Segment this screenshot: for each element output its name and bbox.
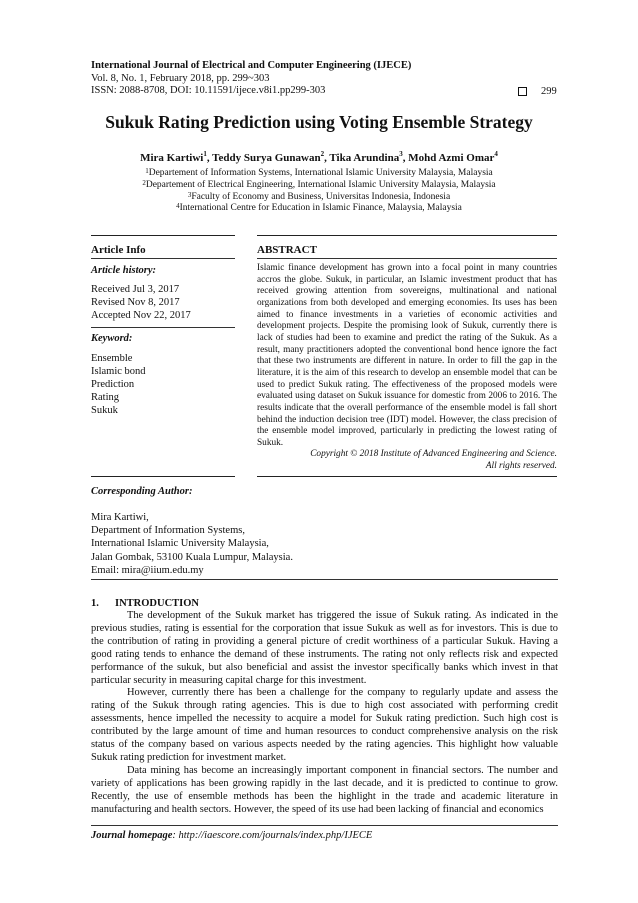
keyword-label: Keyword: — [91, 333, 133, 344]
running-header — [91, 60, 411, 98]
author-affiliation-mark: 2 — [320, 150, 325, 158]
paragraph: Data mining has become an increasingly important component in financial sectors. The number and variety of applications has been growing rapidly in the last decade, and it is predicted to continue to grow. Recently, the use of ensemble methods has been the highlight in the trade and academic literature in manufacturing and health sectors. However, the speed of its use had been lacking of financial and economics — [91, 764, 558, 815]
divider — [257, 235, 557, 236]
journal-title: International Journal of Electrical and Computer Engineering (IJECE) — [91, 60, 412, 71]
keyword-item: Sukuk — [91, 405, 118, 416]
homepage-url[interactable]: : http://iaescore.com/journals/index.php/IJECE — [172, 830, 373, 841]
copyright-notice — [257, 449, 557, 472]
corresponding-author-details — [91, 511, 293, 577]
affiliation-text: International Centre for Education in Islamic Finance, Malaysia, Malaysia — [179, 203, 462, 214]
affiliation-text: Faculty of Economy and Business, Universitas Indonesia, Indonesia — [191, 191, 451, 202]
corresponding-line: Mira Kartiwi, — [91, 512, 149, 523]
volume-line: Vol. 8, No. 1, February 2018, pp. 299~303 — [91, 72, 270, 84]
author-affiliation-mark: 4 — [494, 150, 498, 158]
section-number: 1. — [91, 598, 99, 609]
divider — [91, 235, 235, 236]
author-separator: , — [324, 152, 330, 164]
affiliation-line — [60, 192, 578, 204]
affiliation-text: Departement of Electrical Engineering, International Islamic University Malaysia, Malaysia — [145, 179, 496, 190]
corresponding-line: International Islamic University Malaysia, — [91, 538, 269, 550]
affiliation-line — [60, 168, 578, 180]
page-number-block — [518, 86, 557, 97]
author-affiliation-mark: 1 — [203, 150, 207, 158]
history-item: Accepted Nov 22, 2017 — [91, 310, 191, 321]
copyright-line: Copyright © 2018 Institute of Advanced Engineering and Science. — [310, 449, 557, 459]
corresponding-line: Email: mira@iium.edu.my — [91, 564, 204, 576]
divider — [257, 476, 557, 477]
corresponding-line: Jalan Gombak, 53100 Kuala Lumpur, Malaysia. — [91, 551, 293, 563]
author-name: Mohd Azmi Omar — [408, 152, 495, 164]
keyword-item: Ensemble — [91, 353, 133, 364]
divider — [91, 258, 235, 259]
affiliation-line — [60, 203, 578, 215]
author-separator: , — [402, 152, 409, 164]
keyword-list — [91, 352, 146, 417]
copyright-line: All rights reserved. — [485, 460, 557, 471]
history-item: Revised Nov 8, 2017 — [91, 297, 180, 308]
affiliation-text: Departement of Information Systems, International Islamic University Malaysia, Malaysia — [148, 168, 493, 178]
introduction-body — [91, 610, 558, 817]
section-heading — [91, 598, 199, 609]
author-name: Teddy Surya Gunawan — [212, 152, 321, 164]
affiliation-mark: 2 — [142, 178, 146, 187]
affiliation-mark: 3 — [187, 190, 192, 199]
divider — [91, 579, 558, 580]
author-separator: , — [206, 152, 213, 164]
history-item: Received Jul 3, 2017 — [91, 284, 180, 295]
author-list — [60, 152, 578, 164]
affiliation-list — [60, 168, 578, 215]
divider — [91, 327, 235, 328]
divider — [257, 258, 557, 259]
checkbox-square-icon — [518, 87, 527, 96]
author-name: Mira Kartiwi — [140, 152, 204, 164]
article-info-heading: Article Info — [91, 244, 146, 256]
divider — [91, 476, 235, 477]
corresponding-author-label: Corresponding Author: — [91, 486, 193, 497]
author-name: Tika Arundina — [329, 152, 400, 164]
keyword-item: Islamic bond — [91, 366, 146, 377]
footer-divider — [91, 825, 558, 826]
paper-title: Sukuk Rating Prediction using Voting Ensemble Strategy — [105, 112, 533, 132]
affiliation-mark: 4 — [176, 202, 180, 211]
homepage-label: Journal homepage — [91, 830, 173, 841]
keyword-item: Rating — [91, 392, 119, 403]
abstract-text: Islamic finance development has grown into a focal point in many countries accros the globe. Sukuk, in particular, an Islamic investment product that has received growing attention from sovereigns, multinational and national organizations from both developed and emerging economies. Its uses has been aimed to finance investments in a varieties of economic activities and development projects. Despite the promising look of Sukuk, currently there is lack of studies had been to examine and predict the rating of the Sukuk. As a result, many practitioners adopted the conventional bond hence ignore the fact that these two instruments are different in nature. In order to fill the gap in the literature, it is the aim of this research to develop an ensemble model that can be used to predict Sukuk rating. The effectiveness of the proposed models were evaluated using dataset on Sukuk issuance for domestic from 2006 to 2016. The results indicate that the overall performance of the ensemble model is fall short behind the induction decision tree (IDT) model. However, the class precision of the ensemble model improved, particularly in predicting the lowest rating of Sukuk. — [257, 263, 557, 448]
affiliation-line — [60, 180, 578, 192]
paragraph: However, currently there has been a challenge for the company to regularly update and assess the rating of the Sukuk through rating agencies. This is due to high cost associated with performing credit assessments, hence impelled the necessity to acquire a model for Sukuk rating prediction. Such high cost is contributed by the large amount of time and human resources to conduct comprehensive analysis on the risk status of the company based on various aspects needed by the rating agencies. This highlight how valuable Sukuk rating prediction for investment market. — [91, 687, 558, 763]
abstract-heading: ABSTRACT — [257, 244, 317, 256]
article-history-list — [91, 283, 191, 322]
affiliation-mark: 1 — [145, 167, 149, 175]
article-history-label: Article history: — [91, 265, 157, 276]
author-affiliation-mark: 3 — [399, 150, 403, 158]
page-number: 299 — [541, 86, 557, 97]
paragraph: The development of the Sukuk market has triggered the issue of Sukuk rating. As indicated in the previous studies, rating is essential for the corporation that issue Sukuk as well as for investors. This is due to the contribution of rating in providing a general picture of credit worthiness of a particular Sukuk. Having a good rating tends to enhance the demand of these instruments. The rating not only reflects risk and expected performance of the sukuk, but also beneficial and assist the investor specifically banks which invest in that particular security in measuring capital charge for this investment. — [91, 610, 558, 686]
section-title: INTRODUCTION — [115, 598, 200, 609]
journal-homepage — [91, 830, 372, 841]
corresponding-line: Department of Information Systems, — [91, 525, 245, 537]
keyword-item: Prediction — [91, 379, 135, 390]
issn-line: ISSN: 2088-8708, DOI: 10.11591/ijece.v8i1.pp299-303 — [91, 85, 326, 96]
